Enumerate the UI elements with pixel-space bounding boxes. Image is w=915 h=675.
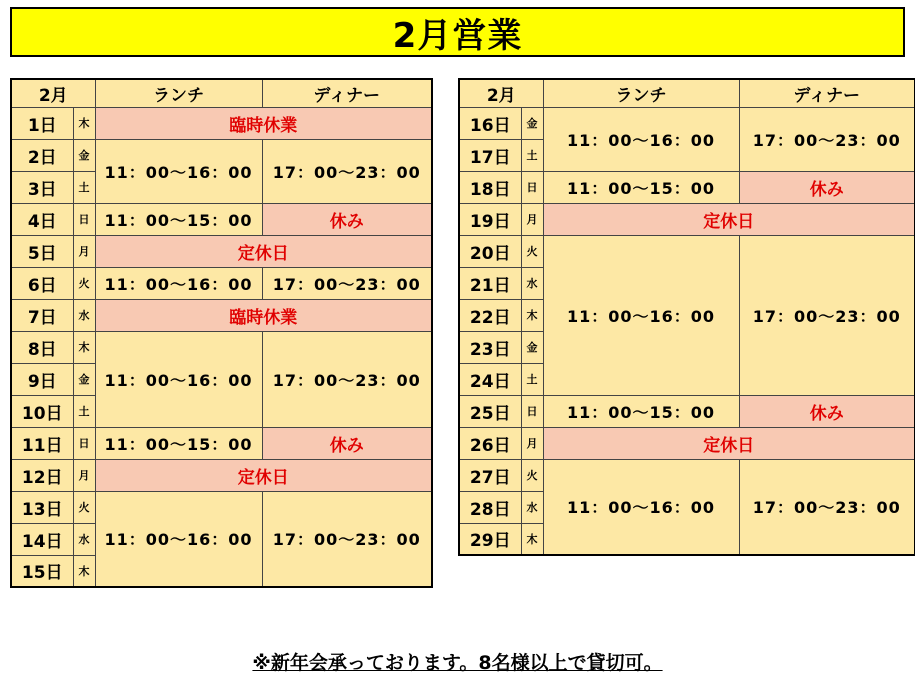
table-row [459,459,915,491]
table-header-row [11,79,432,107]
table-row [11,299,432,331]
weekday-cell: 木 [73,331,95,363]
footer-text: ※新年会承っております。8名様以上で貸切可。 [252,652,663,674]
date-cell: 20日 [459,235,521,267]
table-row [11,459,432,491]
date-cell: 25日 [459,395,521,427]
footer-note [0,648,915,675]
dinner-hours-cell: 17：00〜23：00 [739,107,915,171]
weekday-cell: 土 [73,395,95,427]
weekday-cell: 水 [73,299,95,331]
header-dinner: ディナー [739,79,915,107]
table-row [459,427,915,459]
table-row [11,427,432,459]
weekday-cell: 木 [521,299,543,331]
header-lunch: ランチ [543,79,739,107]
weekday-cell: 土 [521,363,543,395]
date-cell: 26日 [459,427,521,459]
weekday-cell: 日 [521,171,543,203]
schedule-table-left [10,78,433,588]
date-cell: 6日 [11,267,73,299]
rest-cell: 休み [739,171,915,203]
table-row [459,107,915,139]
header-dinner: ディナー [262,79,432,107]
dinner-hours-cell: 17：00〜23：00 [262,331,432,427]
date-cell: 19日 [459,203,521,235]
regular-holiday-cell: 定休日 [543,203,915,235]
weekday-cell: 金 [521,107,543,139]
table-row [11,235,432,267]
lunch-hours-cell: 11：00〜15：00 [95,203,262,235]
dinner-hours-cell: 17：00〜23：00 [739,459,915,555]
weekday-cell: 水 [73,523,95,555]
header-lunch: ランチ [95,79,262,107]
date-cell: 2日 [11,139,73,171]
title-banner [10,7,905,57]
lunch-hours-cell: 11：00〜16：00 [543,235,739,395]
lunch-hours-cell: 11：00〜16：00 [543,459,739,555]
weekday-cell: 金 [73,363,95,395]
table-header-row [459,79,915,107]
date-cell: 21日 [459,267,521,299]
table-row [459,171,915,203]
weekday-cell: 日 [521,395,543,427]
lunch-hours-cell: 11：00〜16：00 [95,491,262,587]
weekday-cell: 水 [521,267,543,299]
date-cell: 8日 [11,331,73,363]
date-cell: 23日 [459,331,521,363]
dinner-hours-cell: 17：00〜23：00 [262,139,432,203]
date-cell: 4日 [11,203,73,235]
lunch-hours-cell: 11：00〜16：00 [95,331,262,427]
table-row [459,235,915,267]
lunch-hours-cell: 11：00〜15：00 [95,427,262,459]
lunch-hours-cell: 11：00〜16：00 [95,139,262,203]
dinner-hours-cell: 17：00〜23：00 [262,267,432,299]
date-cell: 11日 [11,427,73,459]
date-cell: 27日 [459,459,521,491]
temp-closed-cell: 臨時休業 [95,299,432,331]
rest-cell: 休み [262,203,432,235]
weekday-cell: 月 [73,459,95,491]
header-month: 2月 [11,79,95,107]
weekday-cell: 火 [521,459,543,491]
weekday-cell: 水 [521,491,543,523]
lunch-hours-cell: 11：00〜15：00 [543,395,739,427]
weekday-cell: 火 [521,235,543,267]
regular-holiday-cell: 定休日 [543,427,915,459]
rest-cell: 休み [739,395,915,427]
date-cell: 3日 [11,171,73,203]
temp-closed-cell: 臨時休業 [95,107,432,139]
table-row [11,139,432,171]
date-cell: 28日 [459,491,521,523]
date-cell: 12日 [11,459,73,491]
table-row [11,107,432,139]
weekday-cell: 土 [73,171,95,203]
weekday-cell: 月 [73,235,95,267]
lunch-hours-cell: 11：00〜16：00 [543,107,739,171]
table-row [11,203,432,235]
table-row [459,395,915,427]
table-row [11,267,432,299]
date-cell: 5日 [11,235,73,267]
date-cell: 9日 [11,363,73,395]
rest-cell: 休み [262,427,432,459]
date-cell: 15日 [11,555,73,587]
weekday-cell: 月 [521,203,543,235]
weekday-cell: 土 [521,139,543,171]
date-cell: 17日 [459,139,521,171]
regular-holiday-cell: 定休日 [95,235,432,267]
date-cell: 13日 [11,491,73,523]
weekday-cell: 日 [73,203,95,235]
date-cell: 16日 [459,107,521,139]
weekday-cell: 月 [521,427,543,459]
date-cell: 22日 [459,299,521,331]
table-row [11,331,432,363]
weekday-cell: 金 [521,331,543,363]
table-row [11,491,432,523]
page-title: 2月営業 [392,15,523,56]
regular-holiday-cell: 定休日 [95,459,432,491]
header-month: 2月 [459,79,543,107]
weekday-cell: 日 [73,427,95,459]
weekday-cell: 木 [521,523,543,555]
weekday-cell: 金 [73,139,95,171]
date-cell: 29日 [459,523,521,555]
weekday-cell: 木 [73,107,95,139]
date-cell: 10日 [11,395,73,427]
date-cell: 7日 [11,299,73,331]
dinner-hours-cell: 17：00〜23：00 [262,491,432,587]
date-cell: 1日 [11,107,73,139]
schedule-table-right [458,78,915,556]
date-cell: 24日 [459,363,521,395]
weekday-cell: 火 [73,267,95,299]
date-cell: 14日 [11,523,73,555]
table-row [459,203,915,235]
lunch-hours-cell: 11：00〜16：00 [95,267,262,299]
weekday-cell: 木 [73,555,95,587]
lunch-hours-cell: 11：00〜15：00 [543,171,739,203]
weekday-cell: 火 [73,491,95,523]
date-cell: 18日 [459,171,521,203]
dinner-hours-cell: 17：00〜23：00 [739,235,915,395]
